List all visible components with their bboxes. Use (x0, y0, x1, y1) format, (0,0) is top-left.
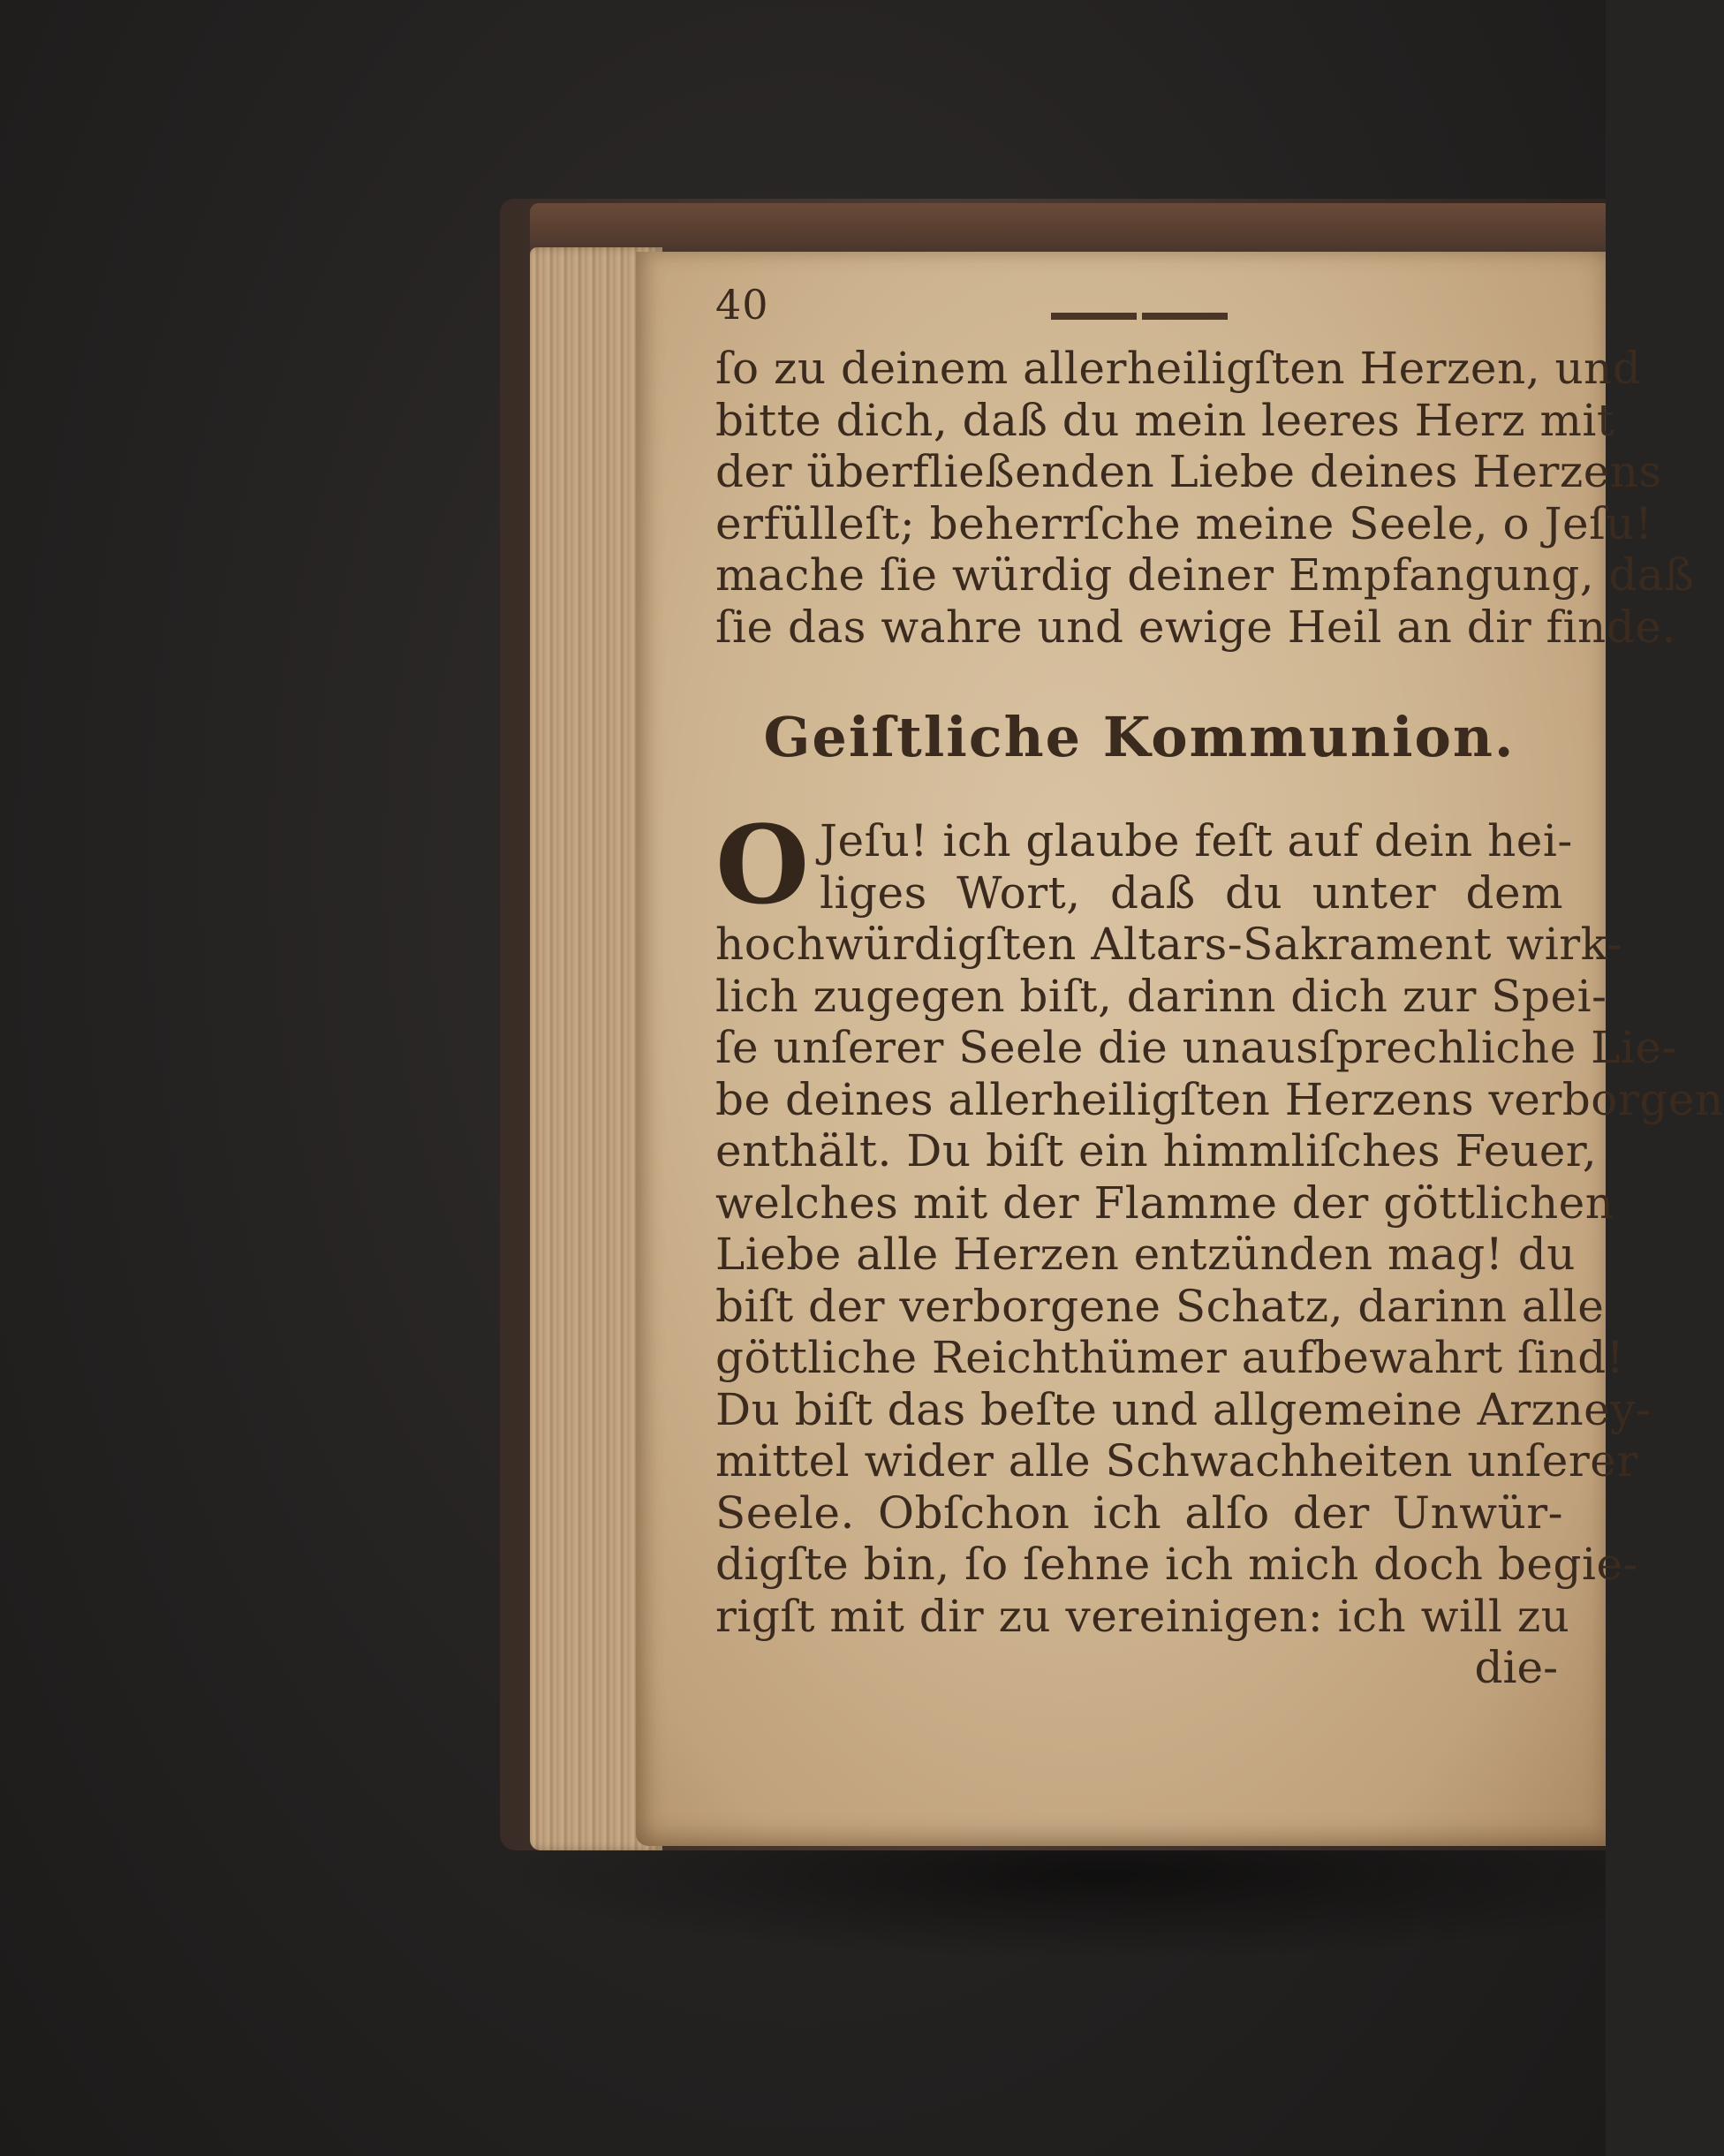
text-line: biſt der verborgene Schatz, darinn alle (715, 1280, 1605, 1332)
text-line: welches mit der Flamme der göttlichen (715, 1176, 1614, 1229)
section-heading: Geiſtliche Kommunion. (763, 705, 1516, 769)
text-line: ſo zu deinem allerheiligſten Herzen, und (715, 343, 1642, 394)
text-line: digſte bin, ſo ſehne ich mich doch begie- (715, 1539, 1638, 1590)
text-line: Jeſu! ich glaube feſt auf dein hei- (820, 815, 1573, 866)
text-line: mache ſie würdig deiner Empfangung, daß (715, 549, 1695, 601)
prayer-paragraph (715, 801, 1724, 1642)
header-ornament (1051, 311, 1228, 322)
text-line: göttliche Reichthümer aufbewahrt ſind! (715, 1332, 1625, 1383)
text-line: be deines allerheiligſten Herzens verborgen (715, 1073, 1724, 1125)
text-line: rigſt mit dir zu vereinigen: ich will zu (715, 1590, 1570, 1642)
page-number: 40 (715, 281, 769, 329)
text-line: mittel wider alle Schwachheiten unſerer (715, 1435, 1638, 1487)
book-shadow (495, 1837, 1606, 1961)
drop-cap-initial: O (715, 801, 810, 928)
text-line: Liebe alle Herzen entzünden mag! du (715, 1229, 1576, 1280)
text-line: Seele. Obſchon ich alſo der Unwür- (715, 1487, 1563, 1539)
text-line: bitte dich, daß du mein leeres Herz mit (715, 394, 1615, 446)
text-line: ſe unſerer Seele die unausſprechliche Lie- (715, 1022, 1677, 1073)
book-cover-top-edge (530, 203, 1606, 252)
text-line: hochwürdigſten Altars-Sakrament wirk- (715, 919, 1622, 970)
text-line: lich zugegen biſt, darinn dich zur Spei- (715, 970, 1607, 1022)
catchword: die- (1474, 1642, 1558, 1693)
page-header (715, 281, 1563, 343)
text-line: der überfließenden Liebe deines Herzens (715, 446, 1662, 497)
text-line: Du biſt das beſte und allgemeine Arzney- (715, 1383, 1652, 1435)
text-line: ſie das wahre und ewige Heil an dir finde. (715, 601, 1676, 653)
text-line: liges Wort, daß du unter dem (820, 866, 1563, 919)
text-line: enthält. Du biſt ein himmliſches Feuer, (715, 1125, 1598, 1176)
text-line: erfülleſt; beherrſche meine Seele, o Jeſu! (715, 497, 1653, 549)
opening-paragraph (715, 343, 1695, 653)
page-text (715, 281, 1724, 1693)
